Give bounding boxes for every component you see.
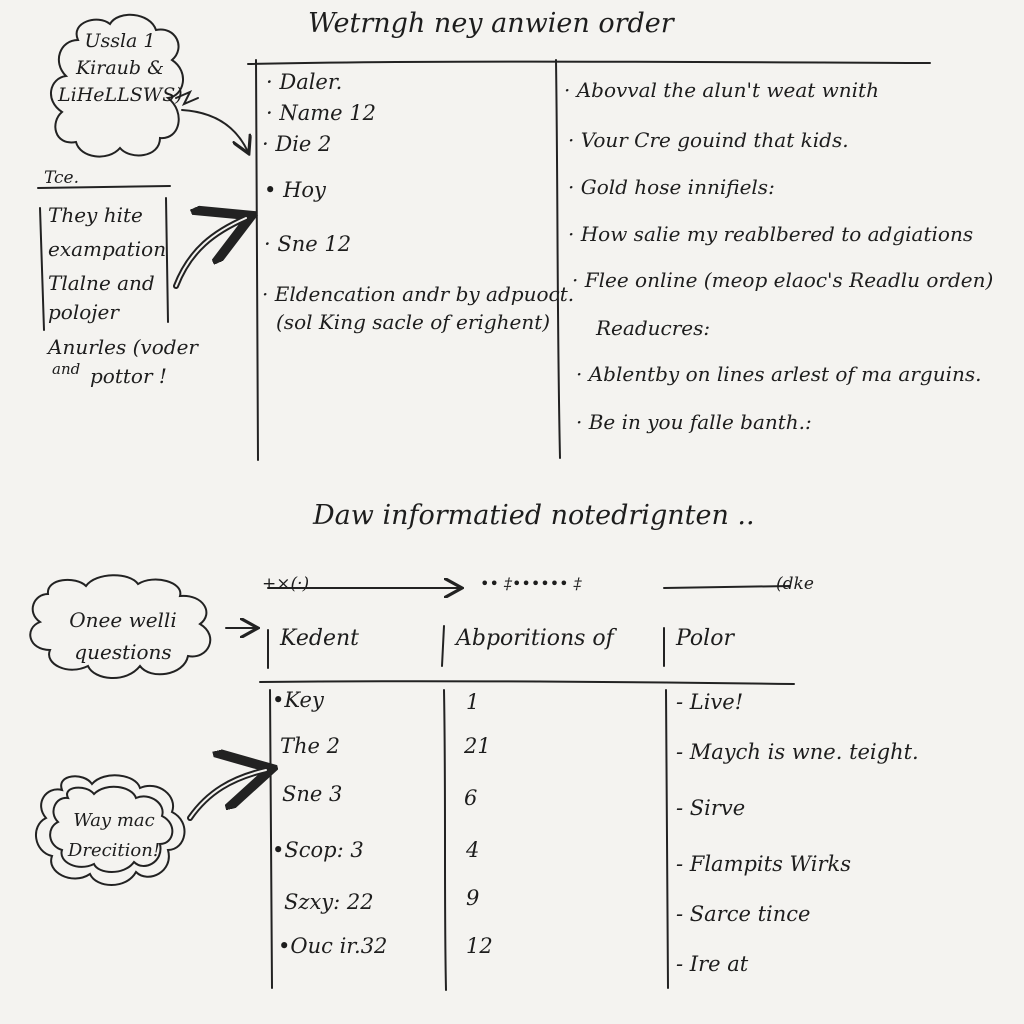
table-cell-col2: 12 [466,934,493,958]
bottom-table-right-rule [666,690,668,988]
table-header-1: Kedent [280,626,359,651]
side-note-line: They hite [48,203,143,227]
direction-bubble [54,806,174,866]
table-cell-col2: 6 [464,786,478,810]
section-title: Daw informatied notedrignten .. [313,500,755,531]
top-bubble-line: Kiraub & [75,57,165,79]
direction-bubble-line: Way mac [73,810,155,831]
timeline-line-right [664,586,790,588]
left-list-item: · Sne 12 [264,232,352,256]
top-table-middle-rule [556,60,560,458]
top-table-left-rule [256,60,258,460]
right-list-item: · Flee online (meop elaoc's Readlu orden) [572,268,994,292]
right-list-item: · Abovval the alun't weat wnith [564,78,879,102]
table-cell-col3: - Sirve [676,796,746,820]
right-list-item: · Gold hose innifiels: [568,175,775,199]
table-cell-col3: - Maych is wne. teight. [676,740,919,764]
timeline-left-mark: +×(·) [262,574,310,594]
page-title: Wetrngh ney anwien order [308,8,674,39]
right-list-item: · Be in you falle banth.: [576,410,812,434]
direction-bubble-line: Drecition! [67,840,161,861]
top-bubble-line: Ussla 1 [84,30,156,52]
side-note [48,198,198,364]
side-note-line: polojer [48,300,119,324]
side-note-label: Tce. [44,168,80,188]
table-cell-col1: Szxy: 22 [284,890,374,914]
side-note-line: Tlalne and [48,271,155,295]
bottom-table-header-rule [260,681,794,684]
question-bubble [48,604,198,668]
table-header-3: Polor [676,626,734,651]
right-list-item: Readucres: [596,316,711,340]
timeline-right-mark: (dke [776,574,814,594]
left-list-item: (sol King sacle of erighent) [276,310,551,334]
table-header-2: Abporitions of [456,626,614,651]
table-cell-col1: Sne 3 [282,782,343,806]
table-cell-col2: 21 [464,734,491,758]
table-cell-col1: •Scop: 3 [272,838,364,862]
left-list-item: · Name 12 [266,101,376,125]
right-list-item: · Vour Cre gouind that kids. [568,128,849,152]
table-cell-col3: - Ire at [676,952,749,976]
table-cell-col3: - Flampits Wirks [676,852,852,876]
left-list-item: · Eldencation andr by adpuoct. [262,282,575,306]
right-list-item: · How salie my reablbered to adgiations [568,222,974,246]
top-table-header-rule [248,62,930,64]
top-bubble [58,28,182,109]
table-cell-col2: 9 [466,886,480,910]
side-note-line: and [52,360,81,378]
table-cell-col2: 4 [466,838,480,862]
left-list-item: • Hoy [264,178,326,202]
bottom-header-tick-2 [442,626,444,666]
side-note-left-rule [40,208,44,330]
table-cell-col3: - Sarce tince [676,902,811,926]
table-cell-col1: •Key [272,688,324,712]
side-note-line: pottor ! [90,364,167,388]
side-note-line: Anurles (voder [48,335,198,359]
left-list-item: · Die 2 [262,132,332,156]
table-cell-col3: - Live! [676,690,744,714]
bottom-table-middle-rule [444,690,446,990]
side-note-line: exampation [48,237,167,261]
question-bubble-line: questions [74,640,172,664]
table-cell-col1: •Ouc ir.32 [278,934,388,958]
table-cell-col2: 1 [466,690,480,714]
timeline-middle-mark: •• ‡•••••• ‡ [480,574,582,593]
table-cell-col1: The 2 [280,734,340,758]
left-list-item: · Daler. [266,70,343,94]
cloud-arrow [182,110,248,152]
right-list-item: · Ablentby on lines arlest of ma arguins. [576,362,982,386]
bottom-cloud-arrow [190,770,266,818]
question-bubble-line: Onee welli [69,608,177,632]
top-bubble-line: LiHeLLSWS) [58,84,183,106]
